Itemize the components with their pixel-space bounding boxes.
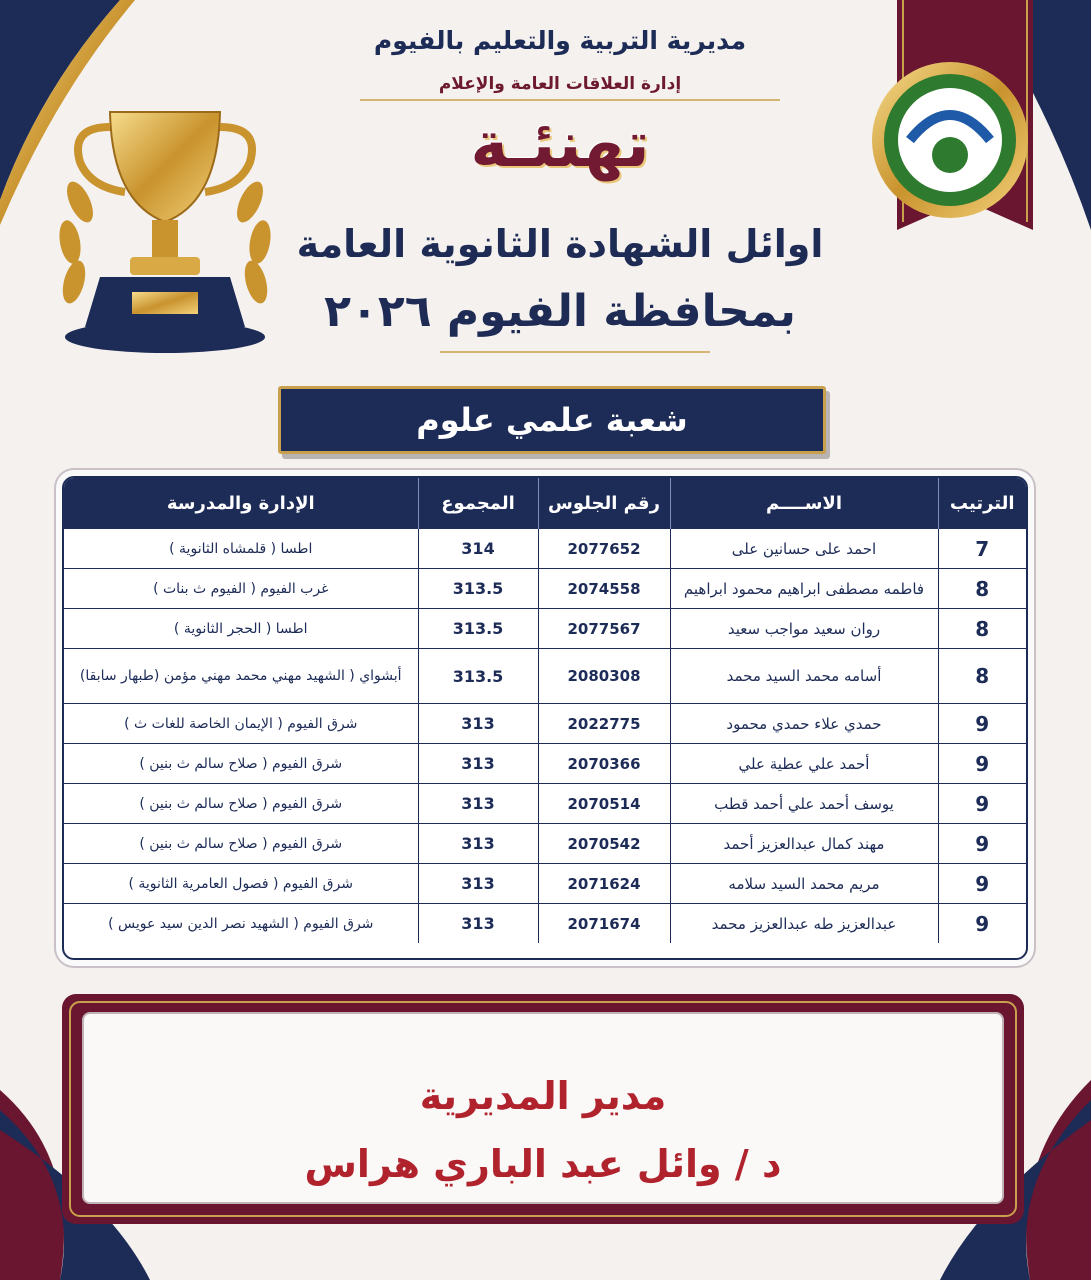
cell-seat: 2070514 — [538, 784, 670, 824]
cell-total: 313 — [418, 784, 538, 824]
department-title: إدارة العلاقات العامة والإعلام — [438, 74, 682, 94]
table-row — [64, 704, 1026, 744]
main-title-line2: بمحافظة الفيوم ٢٠٢٦ — [324, 286, 796, 337]
cell-school: شرق الفيوم ( صلاح سالم ث بنين ) — [64, 784, 418, 824]
cell-school: غرب الفيوم ( الفيوم ث بنات ) — [64, 569, 418, 609]
signature-name: د / وائل عبد الباري هراس — [304, 1142, 782, 1186]
cell-seat: 2022775 — [538, 704, 670, 744]
cell-total: 314 — [418, 529, 538, 569]
cell-seat: 2074558 — [538, 569, 670, 609]
cell-seat: 2077652 — [538, 529, 670, 569]
directorate-logo — [870, 60, 1030, 220]
cell-rank: 8 — [938, 569, 1026, 609]
cell-name: أسامه محمد السيد محمد — [670, 649, 938, 704]
cell-school: أبشواي ( الشهيد مهني محمد مهني مؤمن (طبهار سابقا) — [64, 649, 418, 704]
header-rank: الترتيب — [938, 478, 1026, 529]
table-row — [64, 649, 1026, 704]
cell-name: مهند كمال عبدالعزيز أحمد — [670, 824, 938, 864]
cell-total: 313 — [418, 864, 538, 904]
header-name: الاســــم — [670, 478, 938, 529]
cell-school: شرق الفيوم ( الإيمان الخاصة للغات ث ) — [64, 704, 418, 744]
cell-name: روان سعيد مواجب سعيد — [670, 609, 938, 649]
cell-school: شرق الفيوم ( فصول العامرية الثانوية ) — [64, 864, 418, 904]
table-row — [64, 744, 1026, 784]
congrats-heading: تهنئـة — [470, 108, 650, 182]
cell-school: اطسا ( قلمشاه الثانوية ) — [64, 529, 418, 569]
table-row — [64, 864, 1026, 904]
table-row — [64, 569, 1026, 609]
cell-name: أحمد علي عطية علي — [670, 744, 938, 784]
results-table — [62, 476, 1028, 960]
cell-total: 313 — [418, 704, 538, 744]
cell-total: 313.5 — [418, 649, 538, 704]
header-seat: رقم الجلوس — [538, 478, 670, 529]
cell-name: مريم محمد السيد سلامه — [670, 864, 938, 904]
table-row — [64, 824, 1026, 864]
cell-rank: 9 — [938, 744, 1026, 784]
cell-name: يوسف أحمد علي أحمد قطب — [670, 784, 938, 824]
cell-total: 313 — [418, 744, 538, 784]
cell-rank: 8 — [938, 609, 1026, 649]
table-row — [64, 904, 1026, 944]
table-row — [64, 784, 1026, 824]
cell-school: شرق الفيوم ( صلاح سالم ث بنين ) — [64, 744, 418, 784]
cell-rank: 9 — [938, 784, 1026, 824]
cell-seat: 2077567 — [538, 609, 670, 649]
cell-seat: 2071624 — [538, 864, 670, 904]
cell-name: فاطمه مصطفى ابراهيم محمود ابراهيم — [670, 569, 938, 609]
section-banner: شعبة علمي علوم — [278, 386, 826, 454]
cell-seat: 2070542 — [538, 824, 670, 864]
signature-panel — [82, 1012, 1004, 1204]
signature-box — [62, 994, 1024, 1224]
cell-rank: 9 — [938, 904, 1026, 944]
cell-school: شرق الفيوم ( صلاح سالم ث بنين ) — [64, 824, 418, 864]
header-total: المجموع — [418, 478, 538, 529]
cell-total: 313 — [418, 824, 538, 864]
cell-seat: 2080308 — [538, 649, 670, 704]
table-row — [64, 529, 1026, 569]
table-header-row — [64, 478, 1026, 529]
header-school: الإدارة والمدرسة — [64, 478, 418, 529]
main-title-line1: اوائل الشهادة الثانوية العامة — [296, 222, 824, 266]
signature-title: مدير المديرية — [419, 1074, 667, 1118]
cell-total: 313.5 — [418, 609, 538, 649]
cell-rank: 9 — [938, 864, 1026, 904]
cell-seat: 2071674 — [538, 904, 670, 944]
cell-school: اطسا ( الحجر الثانوية ) — [64, 609, 418, 649]
cell-rank: 8 — [938, 649, 1026, 704]
cell-name: حمدي علاء حمدي محمود — [670, 704, 938, 744]
cell-total: 313 — [418, 904, 538, 944]
table-row — [64, 609, 1026, 649]
cell-total: 313.5 — [418, 569, 538, 609]
cell-name: عبدالعزيز طه عبدالعزيز محمد — [670, 904, 938, 944]
cell-rank: 9 — [938, 704, 1026, 744]
cell-school: شرق الفيوم ( الشهيد نصر الدين سيد عويس ) — [64, 904, 418, 944]
cell-rank: 7 — [938, 529, 1026, 569]
cell-name: احمد على حسانين على — [670, 529, 938, 569]
directorate-title: مديرية التربية والتعليم بالفيوم — [373, 26, 747, 55]
cell-seat: 2070366 — [538, 744, 670, 784]
cell-rank: 9 — [938, 824, 1026, 864]
